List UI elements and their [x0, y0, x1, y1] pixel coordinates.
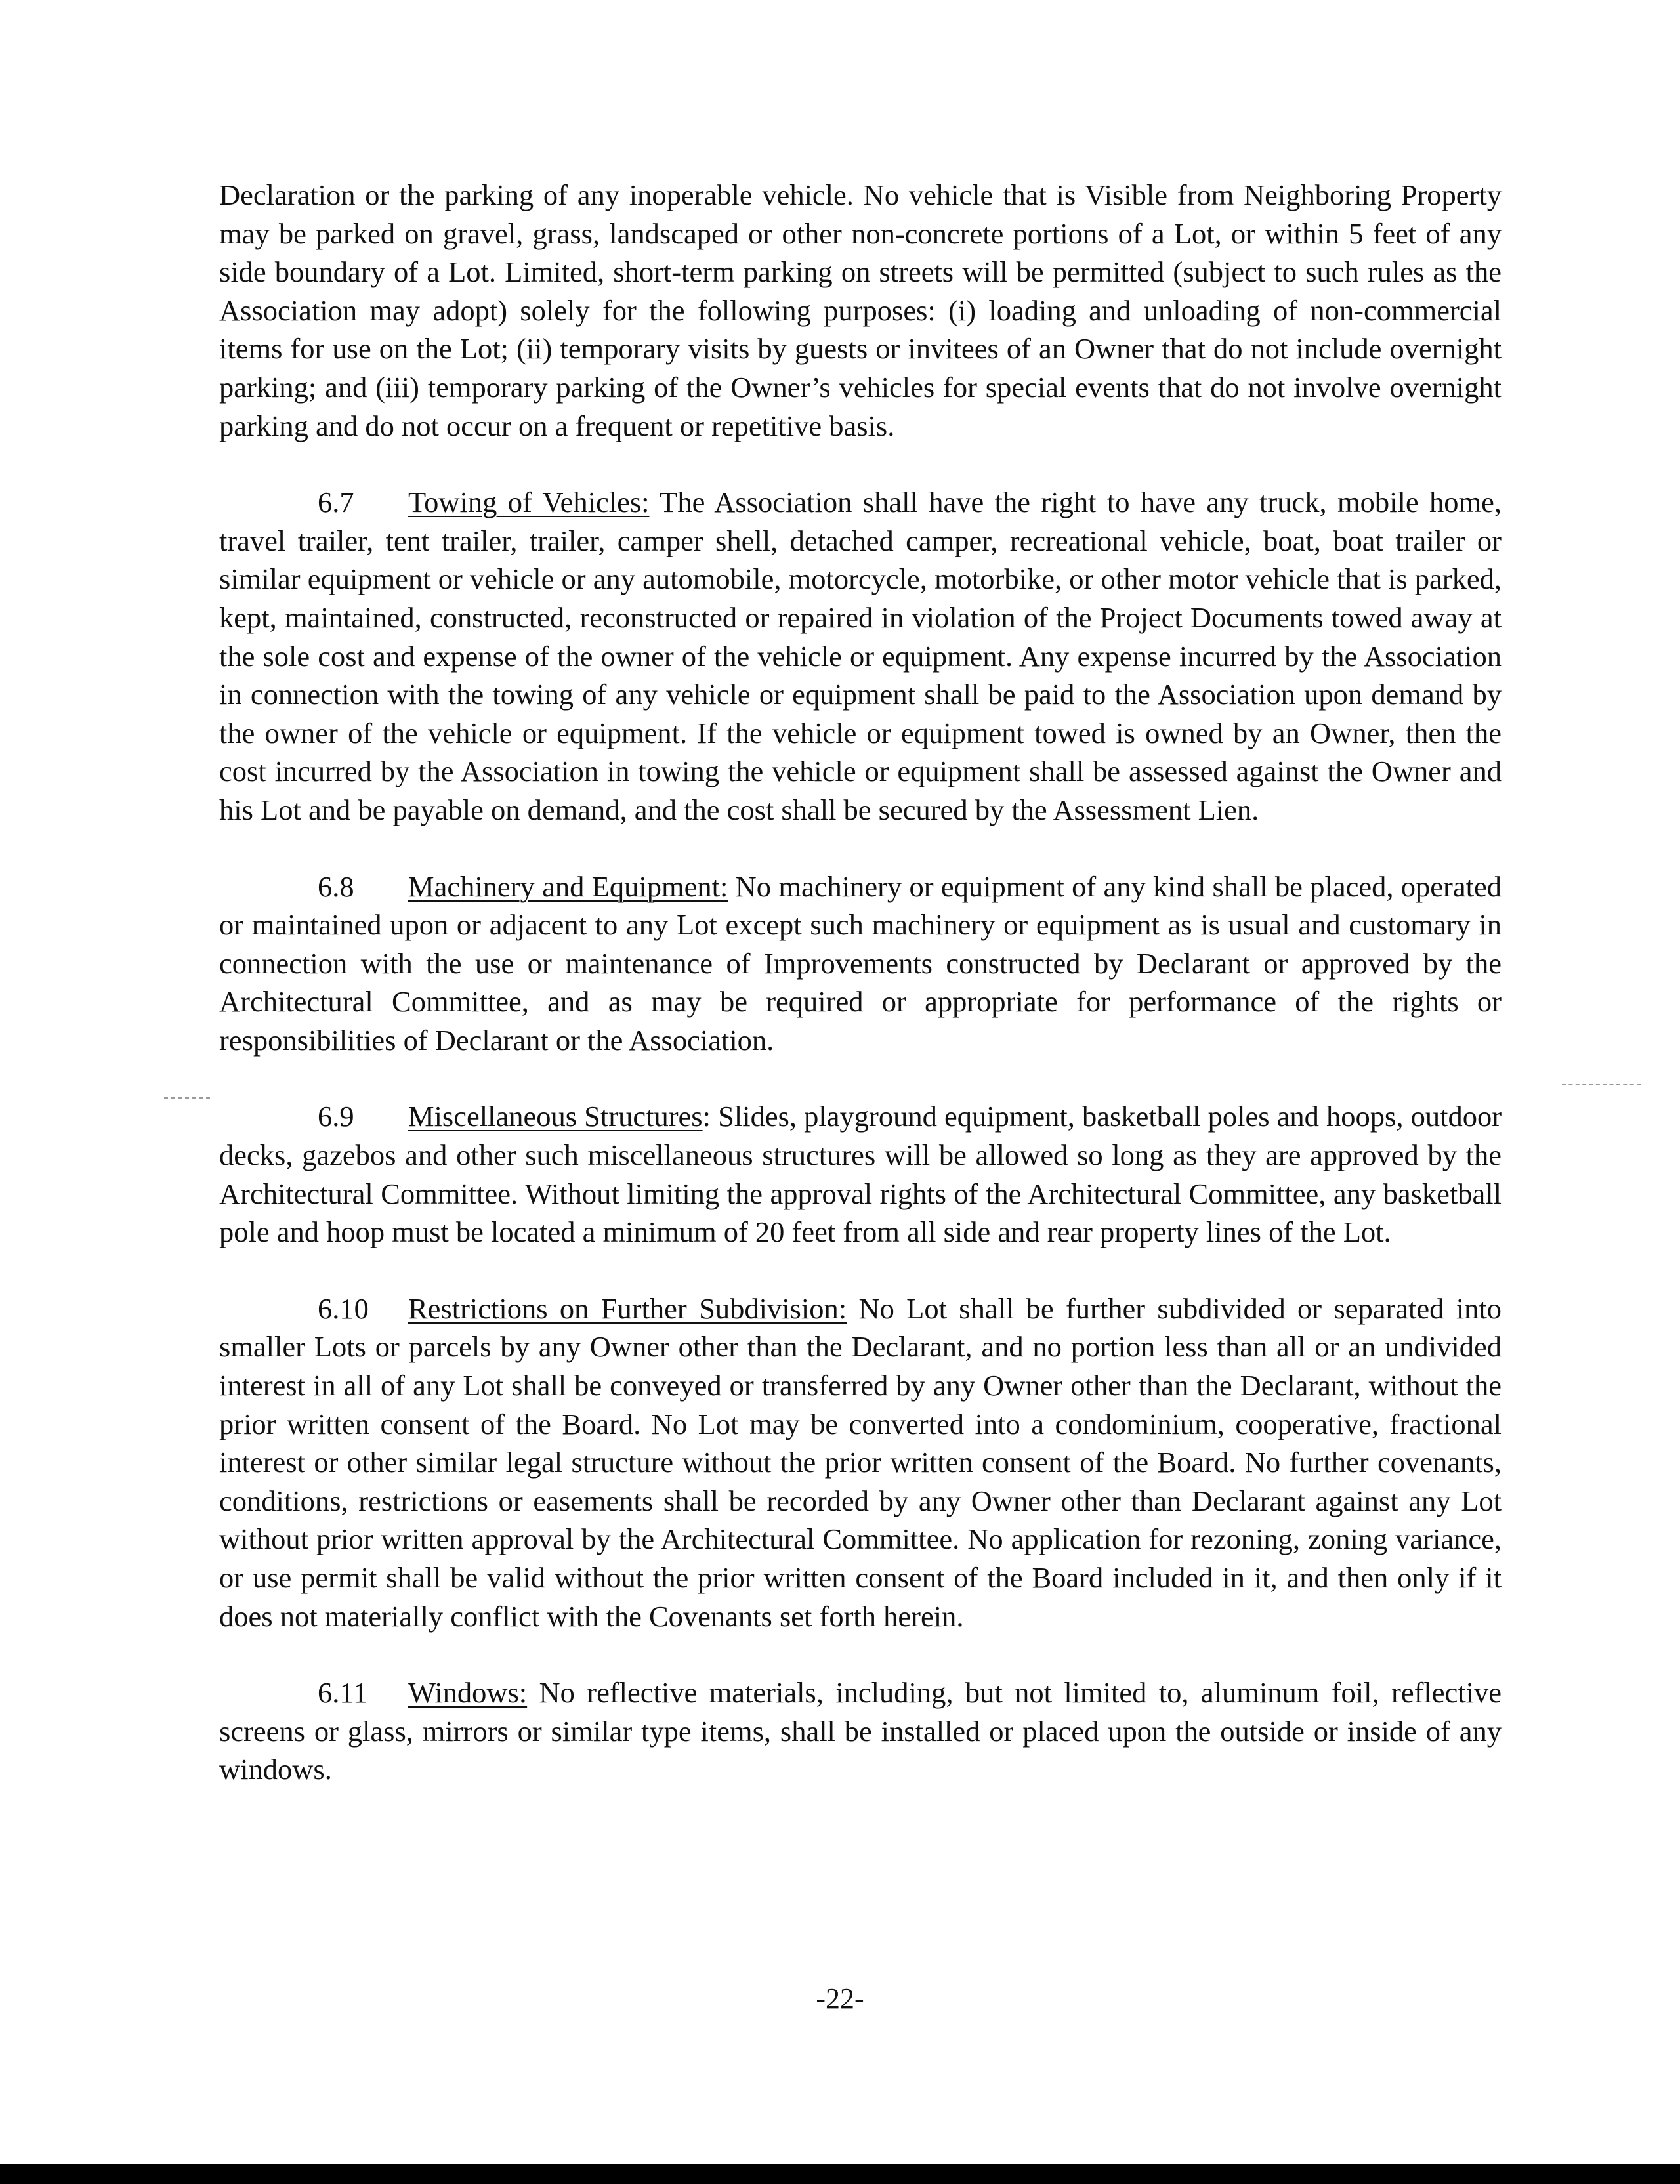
- section-title: Windows:: [408, 1676, 528, 1710]
- section-6-7: [219, 483, 1502, 829]
- section-text: No Lot shall be further subdivided or separated into smaller Lots or parcels by any Owner other than the Declarant, and no portion less than all or an undivided interest in all of any Lot shall be conveyed or transferred by any Owner other than the Declarant, without the prior written consent of the Board. No Lot may be converted into a condominium, cooperative, fractional interest or other similar legal structure without the prior written consent of the Board. No further covenants, conditions, restrictions or easements shall be recorded by any Owner other than Declarant against any Lot without prior written approval by the Architectural Committee. No application for rezoning, zoning variance, or use permit shall be valid without the prior written consent of the Board included in it, and then only if it does not materially conflict with the Covenants set forth herein.: [219, 1292, 1502, 1633]
- section-number: 6.11: [318, 1676, 368, 1710]
- section-title: Restrictions on Further Subdivision:: [408, 1292, 847, 1325]
- section-6-8: [219, 868, 1502, 1060]
- section-title: Machinery and Equipment:: [408, 870, 728, 903]
- section-text: : Slides, playground equipment, basketball poles and hoops, outdoor decks, gazebos and other such miscellaneous structures will be allowed so long as they are approved by the Architectural Committee. Without limiting the approval rights of the Architectural Committee, any basketball pole and hoop must be located a minimum of 20 feet from all side and rear property lines of the Lot.: [219, 1100, 1502, 1249]
- page-number: -22-: [816, 1983, 864, 2015]
- section-number: 6.8: [318, 870, 354, 903]
- section-6-11: [219, 1673, 1502, 1789]
- section-6-9: [219, 1097, 1502, 1251]
- section-number: 6.7: [318, 486, 354, 519]
- section-title: Miscellaneous Structures: [408, 1100, 703, 1133]
- section-text: No machinery or equipment of any kind shall be placed, operated or maintained upon or adjacent to any Lot except such machinery or equipment as is usual and customary in connection with the use or maintenance of Improvements constructed by Declarant or approved by the Architectural Committee, and as may be required or appropriate for performance of the rights or responsibilities of Declarant or the Association.: [219, 870, 1502, 1057]
- intro-paragraph: Declaration or the parking of any inoperable vehicle. No vehicle that is Visible from Neighboring Property may be parked on gravel, grass, landscaped or other non-concrete portions of a Lot, or within 5 feet of any side boundary of a Lot. Limited, short-term parking on streets will be permitted (subject to such rules as the Association may adopt) solely for the following purposes: (i) loading and unloading of non-commercial items for use on the Lot; (ii) temporary visits by guests or invitees of an Owner that do not include overnight parking; and (iii) temporary parking of the Owner’s vehicles for special events that do not involve overnight parking and do not occur on a frequent or repetitive basis.: [219, 178, 1502, 442]
- section-6-10: [219, 1290, 1502, 1635]
- document-body: [219, 176, 1502, 1789]
- section-title: Towing of Vehicles:: [408, 486, 650, 519]
- section-number: 6.10: [318, 1292, 369, 1325]
- section-number: 6.9: [318, 1100, 354, 1133]
- scan-bottom-border: [0, 2164, 1680, 2184]
- section-text: The Association shall have the right to have any truck, mobile home, travel trailer, tent trailer, trailer, camper shell, detached camper, recreational vehicle, boat, boat trailer or similar equipment or vehicle or any automobile, motorcycle, motorbike, or other motor vehicle that is parked, kept, maintained, constructed, reconstructed or repaired in violation of the Project Documents towed away at the sole cost and expense of the owner of the vehicle or equipment. Any expense incurred by the Association in connection with the towing of any vehicle or equipment shall be paid to the Association upon demand by the owner of the vehicle or equipment. If the vehicle or equipment towed is owned by an Owner, then the cost incurred by the Association in towing the vehicle or equipment shall be assessed against the Owner and his Lot and be payable on demand, and the cost shall be secured by the Assessment Lien.: [219, 486, 1502, 826]
- scan-artifact-right: [1562, 1084, 1641, 1085]
- scan-artifact-left: [164, 1097, 210, 1099]
- section-text: No reflective materials, including, but not limited to, aluminum foil, reflective screens or glass, mirrors or similar type items, shall be installed or placed upon the outside or inside of any windows.: [219, 1676, 1502, 1786]
